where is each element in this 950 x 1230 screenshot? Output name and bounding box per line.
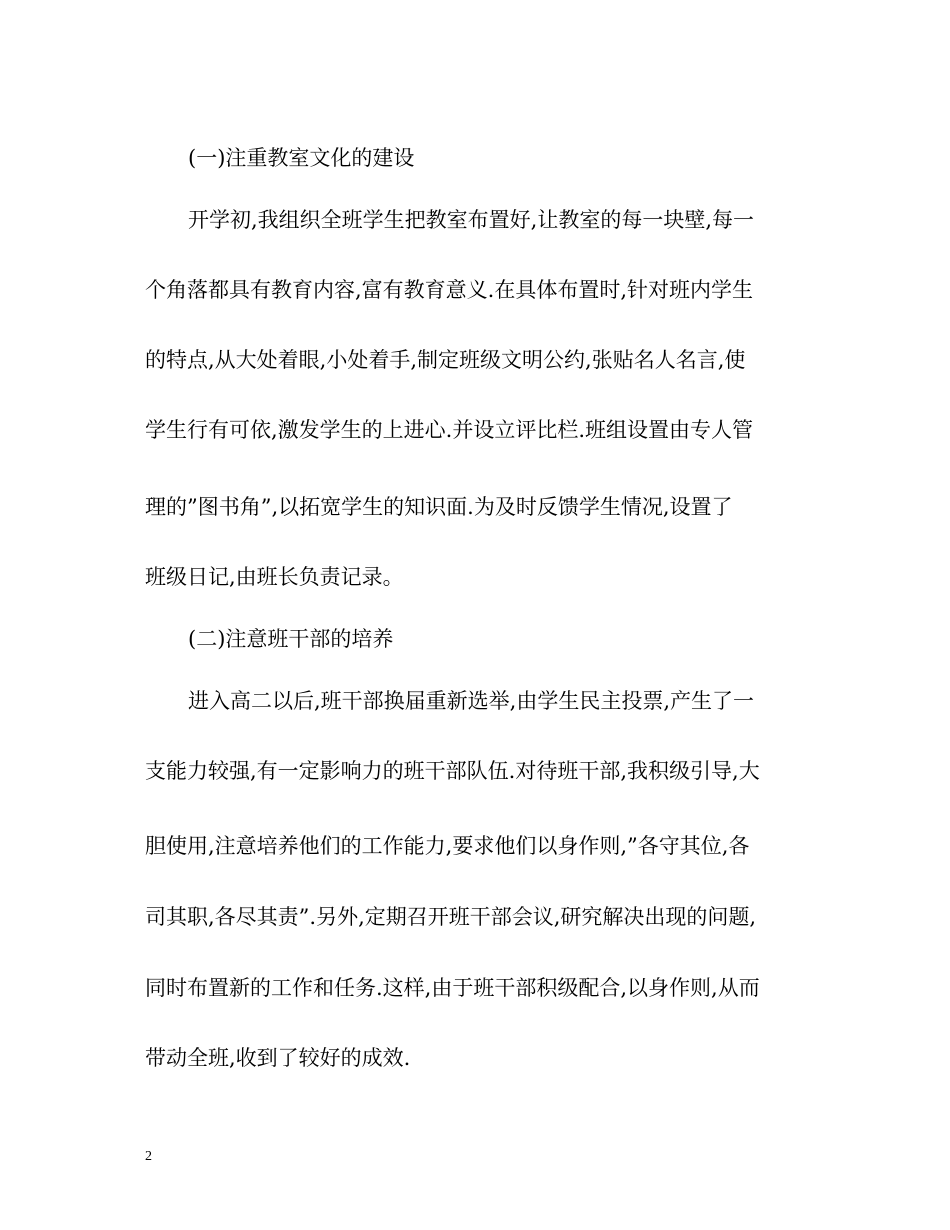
paragraph-line: 开学初,我组织全班学生把教室布置好,让教室的每一块壁,每一 <box>188 208 755 232</box>
paragraph-line: 进入高二以后,班干部换届重新选举,由学生民主投票,产生了一 <box>188 689 755 713</box>
paragraph-line: 学生行有可依,激发学生的上进心.并设立评比栏.班组设置由专人管 <box>145 418 754 442</box>
heading-1: (一)注重教室文化的建设 <box>188 146 415 170</box>
page-number: 2 <box>145 1149 152 1164</box>
heading-2: (二)注意班干部的培养 <box>188 627 394 651</box>
paragraph-line: 支能力较强,有一定影响力的班干部队伍.对待班干部,我积级引导,大 <box>145 759 760 783</box>
paragraph-line: 带动全班,收到了较好的成效. <box>145 1046 411 1070</box>
paragraph-line: 司其职,各尽其责”.另外,定期召开班干部会议,研究解决出现的问题, <box>145 905 757 929</box>
paragraph-line: 个角落都具有教育内容,富有教育意义.在具体布置时,针对班内学生 <box>145 278 754 302</box>
paragraph-line: 胆使用,注意培养他们的工作能力,要求他们以身作则,”各守其位,各 <box>145 834 750 858</box>
paragraph-line: 班级日记,由班长负责记录。 <box>145 565 404 589</box>
paragraph-line: 同时布置新的工作和任务.这样,由于班干部积级配合,以身作则,从而 <box>145 976 760 1000</box>
paragraph-line: 理的”图书角”,以拓宽学生的知识面.为及时反馈学生情况,设置了 <box>145 495 733 519</box>
paragraph-line: 的特点,从大处着眼,小处着手,制定班级文明公约,张贴名人名言,使 <box>145 348 746 372</box>
